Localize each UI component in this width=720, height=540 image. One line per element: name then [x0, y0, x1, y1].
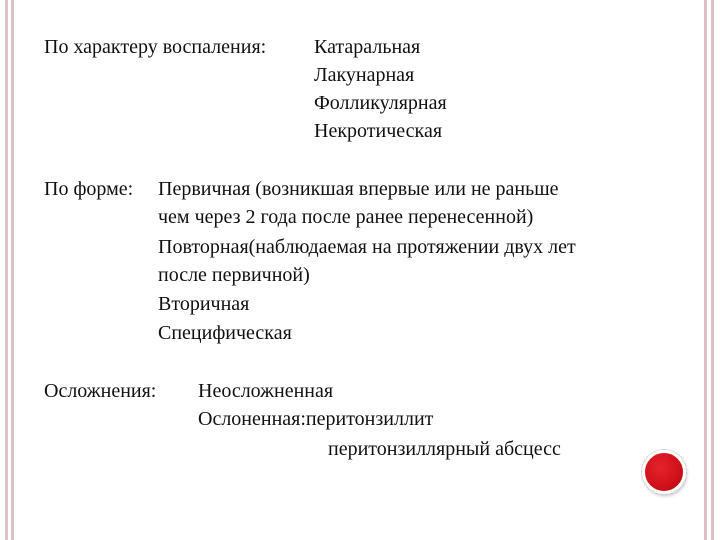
inflammation-item: Фолликулярная	[314, 92, 447, 114]
complications-label: Осложнения:	[44, 380, 157, 402]
form-line: после первичной)	[158, 264, 310, 286]
form-line: Вторичная	[158, 293, 250, 315]
form-line: чем через 2 года после ранее перенесенной)	[158, 206, 534, 228]
left-frame-line-inner	[11, 0, 14, 540]
inflammation-item: Лакунарная	[314, 64, 415, 86]
complications-item: Неосложненная	[198, 380, 334, 402]
form-line: Специфическая	[158, 322, 292, 344]
complications-item: перитонзиллярный абсцесс	[328, 438, 561, 460]
form-line: Первичная (возникшая впервые или не раньше	[158, 178, 559, 200]
right-frame-line-inner	[704, 0, 707, 540]
complications-item: Ослоненная:перитонзиллит	[198, 408, 434, 430]
left-frame-line-outer	[5, 0, 8, 540]
inflammation-item: Катаральная	[314, 36, 421, 58]
red-bullet-decoration	[642, 450, 686, 494]
right-frame-line-outer	[711, 0, 714, 540]
inflammation-label: По характеру воспаления:	[44, 36, 267, 58]
form-label: По форме:	[44, 178, 134, 200]
inflammation-item: Некротическая	[314, 120, 443, 142]
form-line: Повторная(наблюдаемая на протяжении двух лет	[158, 236, 576, 258]
